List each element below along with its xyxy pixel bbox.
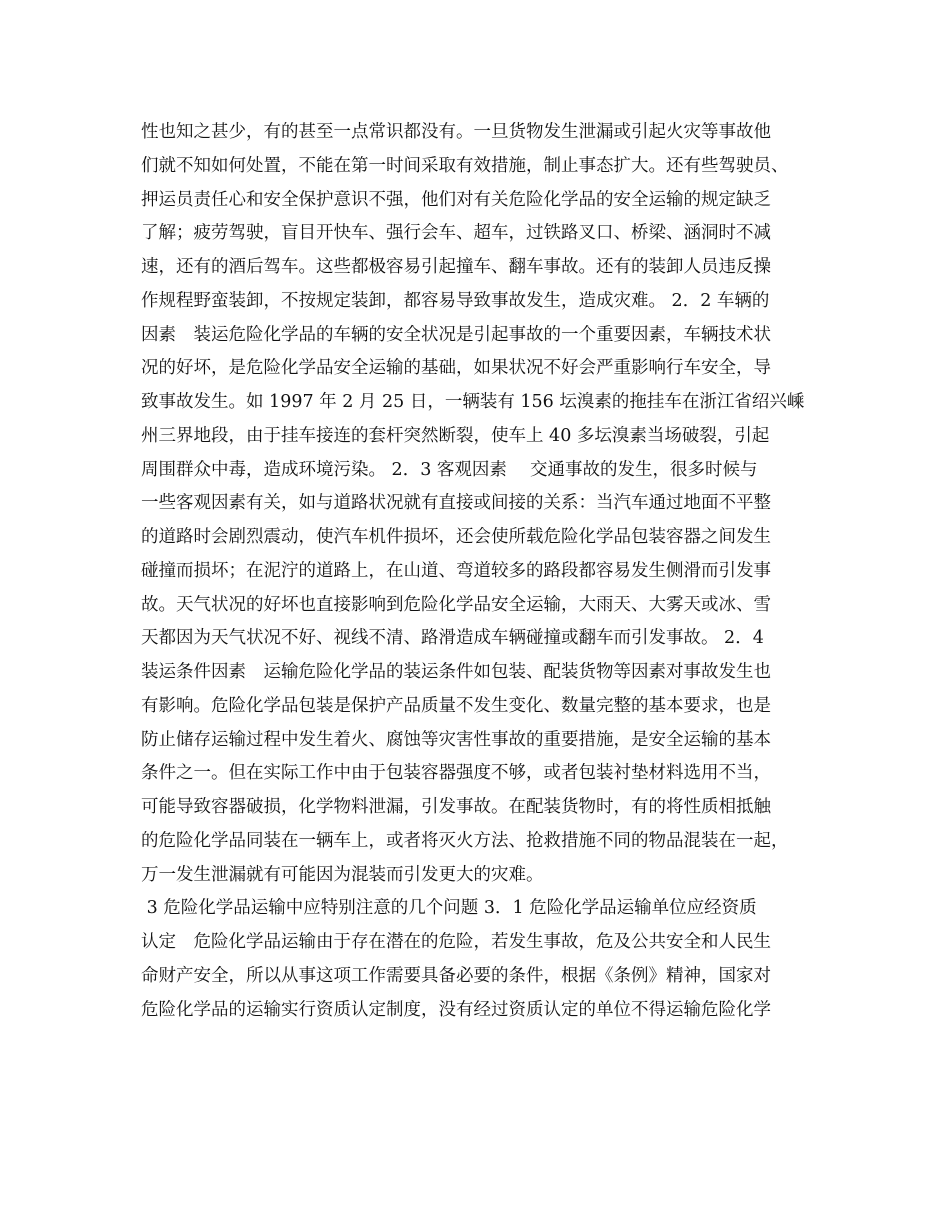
text-line: 作规程野蛮装卸，不按规定装卸，都容易导致事故发生，造成灾难。 2．2 车辆的 [141,290,770,311]
text-line: 了解；疲劳驾驶，盲目开快车、强行会车、超车，过铁路叉口、桥梁、涵洞时不减 [141,223,771,244]
text-line: 一些客观因素有关，如与道路状况就有直接或间接的关系：当汽车通过地面不平整 [141,493,771,514]
text-line: 们就不知如何处置，不能在第一时间采取有效措施，制止事态扩大。还有些驾驶员、 [141,155,789,176]
text-line: 命财产安全，所以从事这项工作需要具备必要的条件，根据《条例》精神，国家对 [141,965,771,986]
text-line: 天都因为天气状况不好、视线不清、路滑造成车辆碰撞或翻车而引发事故。 2．4 [141,628,764,649]
text-line: 有影响。危险化学品包装是保护产品质量不发生变化、数量完整的基本要求，也是 [141,695,771,716]
text-line: 速，还有的酒后驾车。这些都极容易引起撞车、翻车事故。还有的装卸人员违反操 [141,257,771,277]
text-line: 的道路时会剧烈震动，使汽车机件损坏，还会使所载危险化学品包装容器之间发生 [141,527,771,547]
body-text [141,116,831,1027]
text-line: 可能导致容器破损，化学物料泄漏，引发事故。在配装货物时，有的将性质相抵触 [141,797,771,817]
text-line: 州三界地段，由于挂车接连的套杆突然断裂，使车上 40 多坛溴素当场破裂，引起 [141,425,770,446]
section-heading-line: 3 危险化学品运输中应特别注意的几个问题 3．1 危险化学品运输单位应经资质 [141,898,757,919]
text-line: 况的好坏，是危险化学品安全运输的基础，如果状况不好会严重影响行车安全，导 [141,358,771,379]
text-line: 的危险化学品同装在一辆车上，或者将灭火方法、抢救措施不同的物品混装在一起， [141,830,789,851]
text-line: 装运条件因素 运输危险化学品的装运条件如包装、配装货物等因素对事故发生也 [141,662,771,682]
text-line: 周围群众中毒，造成环境污染。 2．3 客观因素 交通事故的发生，很多时候与 [141,459,758,480]
text-line: 认定 危险化学品运输由于存在潜在的危险，若发生事故，危及公共安全和人民生 [141,932,771,952]
text-line: 性也知之甚少，有的甚至一点常识都没有。一旦货物发生泄漏或引起火灾等事故他 [141,122,771,142]
text-line: 条件之一。但在实际工作中由于包装容器强度不够，或者包装衬垫材料选用不当， [141,763,771,784]
text-line: 致事故发生。如 1997 年 2 月 25 日，一辆装有 156 坛溴素的拖挂车在浙江省绍兴嵊 [141,392,805,412]
text-line: 因素 装运危险化学品的车辆的安全状况是引起事故的一个重要因素，车辆技术状 [141,324,771,345]
text-line: 防止储存运输过程中发生着火、腐蚀等灾害性事故的重要措施，是安全运输的基本 [141,729,771,750]
text-line: 危险化学品的运输实行资质认定制度，没有经过资质认定的单位不得运输危险化学 [141,999,771,1020]
text-line: 故。天气状况的好坏也直接影响到危险化学品安全运输，大雨天、大雾天或冰、雪 [141,594,771,615]
text-line: 万一发生泄漏就有可能因为混装而引发更大的灾难。 [141,864,544,885]
text-line: 押运员责任心和安全保护意识不强，他们对有关危险化学品的安全运输的规定缺乏 [141,189,771,210]
text-line: 碰撞而损坏；在泥泞的道路上，在山道、弯道较多的路段都容易发生侧滑而引发事 [141,560,771,581]
